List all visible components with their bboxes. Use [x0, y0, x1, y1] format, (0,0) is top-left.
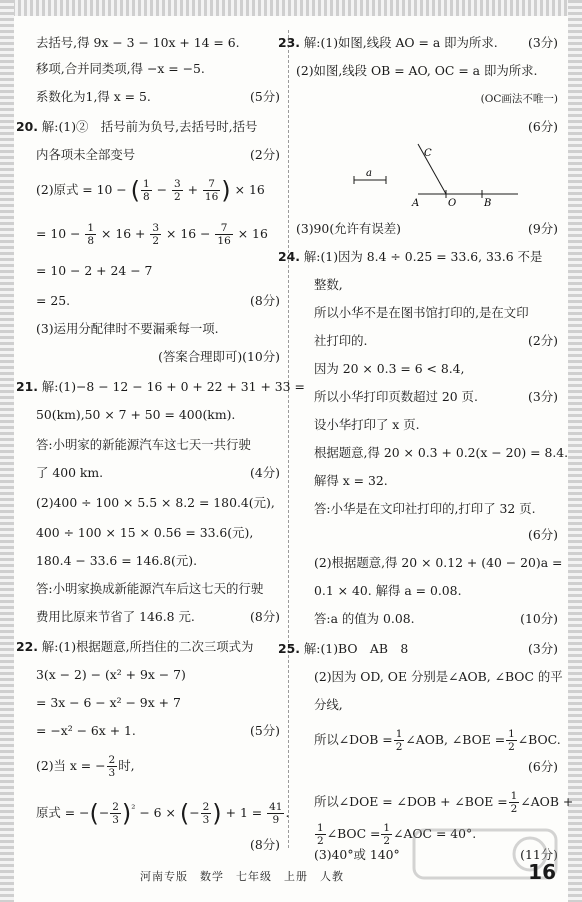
fraction	[506, 728, 517, 753]
text-line: 答:小华是在文印社打印的,打印了 32 页.	[314, 501, 536, 516]
text: 内各项未全部变号	[36, 147, 136, 162]
question-number: 20.	[16, 119, 38, 134]
text-line: 分线,	[314, 697, 343, 712]
score-label: (3分)	[528, 641, 558, 656]
text: .	[285, 805, 290, 821]
numerator: 1	[87, 222, 95, 234]
fraction	[267, 801, 284, 826]
fraction	[315, 822, 326, 847]
text: (3)40°或 140°	[314, 847, 400, 862]
text-line	[314, 332, 558, 350]
text: 社打印的.	[314, 333, 368, 348]
segment-oc	[418, 144, 446, 194]
fraction	[381, 822, 392, 847]
text: ∠AOC = 40°.	[393, 826, 477, 841]
score-label: (5分)	[250, 723, 280, 738]
math-line	[314, 790, 574, 815]
numerator: 2	[112, 801, 119, 814]
score-label: (答案合理即可)(10分)	[158, 349, 280, 364]
text: × 16	[237, 226, 268, 241]
fraction	[215, 222, 232, 247]
text-line	[36, 464, 280, 482]
text-line	[296, 220, 558, 238]
numerator: 41	[269, 801, 283, 814]
fraction	[172, 178, 183, 203]
numerator: 2	[202, 801, 210, 814]
text-line: (2)400 ÷ 100 × 5.5 × 8.2 = 180.4(元),	[36, 495, 275, 510]
denominator: 16	[204, 191, 219, 203]
text-line	[36, 722, 280, 740]
question-number: 23.	[278, 35, 300, 50]
question-22	[16, 638, 280, 656]
text-line: 3(x − 2) − (x² + 9x − 7)	[36, 667, 186, 682]
question-number: 24.	[278, 249, 300, 264]
text-line: 因为 20 × 0.3 = 6 < 8.4,	[314, 361, 465, 376]
text-line: = 10 − 2 + 24 − 7	[36, 263, 153, 278]
fraction	[141, 178, 152, 203]
score-label: (9分)	[528, 221, 558, 236]
text: = −x² − 6x + 1.	[36, 723, 136, 738]
score-label: (8分)	[250, 293, 280, 308]
math-line	[314, 728, 561, 753]
math-line	[36, 754, 280, 779]
fraction	[110, 801, 121, 826]
text: ∠AOB, ∠BOE =	[405, 732, 506, 747]
page-footer	[0, 860, 582, 890]
denominator: 2	[395, 741, 403, 753]
score-label: (6分)	[528, 119, 558, 134]
score-label: (8分)	[250, 837, 280, 852]
paren: )	[212, 799, 222, 828]
text-line: 400 ÷ 100 × 15 × 0.56 = 33.6(元),	[36, 525, 254, 540]
numerator: 3	[173, 178, 181, 190]
denominator: 2	[173, 191, 181, 203]
text: × 16 −	[166, 226, 211, 241]
fraction	[201, 801, 212, 826]
label-b: B	[484, 198, 492, 209]
text-line: 移项,合并同类项,得 −x = −5.	[36, 61, 205, 76]
paren: )	[221, 176, 231, 205]
denominator: 8	[143, 191, 150, 203]
text: 解:(1)如图,线段 AO = a 即为所求.	[303, 35, 498, 50]
question-20	[16, 118, 280, 136]
denominator: 9	[272, 814, 280, 827]
text-line: (2)根据题意,得 20 × 0.12 + (40 − 20)a =	[314, 555, 563, 570]
text: 解:(1)因为 8.4 ÷ 0.25 = 33.6, 33.6 不是	[303, 249, 543, 264]
text: = 10 −	[36, 226, 81, 241]
numerator: 3	[152, 222, 160, 234]
score-label: (2分)	[528, 333, 558, 348]
text: − 6 ×	[139, 805, 176, 821]
numerator: 1	[143, 178, 150, 190]
question-23	[278, 34, 558, 52]
text-line: = 3x − 6 − x² − 9x + 7	[36, 695, 181, 710]
label-o: O	[448, 198, 457, 209]
text-line: (3)运用分配律时不要漏乘每一项.	[36, 321, 219, 336]
score-label: (8分)	[250, 609, 280, 624]
math-line: (2)原式 = 10 − ( $\frac{1}{8}$ − $\frac{3}{2}$ + $\frac{7}{16}$ ) × 16	[36, 176, 265, 205]
numerator: 1	[508, 728, 515, 740]
text: (2)原式 = 10 −	[36, 182, 127, 197]
text: 解:(1)BO AB 8	[303, 641, 409, 656]
text-line: 去括号,得 9x − 3 − 10x + 14 = 6.	[36, 35, 240, 50]
text: 答:a 的值为 0.08.	[314, 611, 415, 626]
fraction	[394, 728, 405, 753]
text-line: 设小华打印了 x 页.	[314, 417, 420, 432]
page-number: 16	[528, 860, 556, 884]
score-label: (6分)	[528, 759, 558, 774]
text-line: 根据题意,得 20 × 0.3 + 0.2(x − 20) = 8.4.	[314, 445, 569, 460]
fraction	[107, 754, 118, 779]
denominator: 2	[383, 835, 391, 847]
text: × 16	[234, 182, 265, 197]
text-line: 整数,	[314, 277, 343, 292]
denominator: 16	[217, 235, 231, 247]
question-number: 21.	[16, 379, 38, 394]
left-column	[16, 0, 305, 902]
question-25	[278, 640, 558, 658]
text: 系数化为1,得 x = 5.	[36, 89, 151, 104]
numerator: 2	[108, 754, 116, 766]
denominator: 2	[152, 235, 160, 247]
label-c: C	[424, 148, 432, 159]
fraction	[509, 790, 520, 815]
paren: (	[130, 176, 141, 205]
text-line	[36, 608, 280, 626]
text-line: (2)因为 OD, OE 分别是∠AOB, ∠BOC 的平	[314, 669, 563, 684]
score-label: (11分)	[520, 847, 558, 862]
score-label: (10分)	[520, 611, 558, 626]
numerator: 1	[317, 822, 324, 834]
score-label: (6分)	[528, 527, 558, 542]
text: 解:(1)② 括号前为负号,去括号时,括号	[41, 119, 258, 134]
text-line: 180.4 − 33.6 = 146.8(元).	[36, 553, 198, 568]
paren: )	[121, 799, 132, 828]
text-line	[36, 146, 280, 164]
question-24	[278, 248, 558, 266]
text: (3)90(允许有误差)	[296, 221, 401, 236]
note: (OC画法不唯一)	[480, 93, 558, 105]
text: 费用比原来节省了 146.8 元.	[36, 609, 195, 624]
text: + 1 =	[225, 805, 263, 821]
text: × 16 +	[101, 226, 146, 241]
text: ∠BOC =	[326, 826, 381, 841]
denominator: 8	[87, 235, 95, 247]
text: 所以小华打印页数超过 20 页.	[314, 389, 478, 404]
math-line: 原式 = −(− $\frac{2}{3}$ )$^{^2}$ − 6 × (− $\frac{2}{3}$ ) + 1 = $\frac{41}{9}$ .	[36, 799, 290, 828]
question-21	[16, 378, 305, 396]
numerator: 7	[215, 222, 232, 235]
text: 解:(1)−8 − 12 − 16 + 0 + 22 + 31 + 33 =	[41, 379, 305, 394]
paren: (	[89, 799, 99, 828]
text-line: 答:小明家的新能源汽车这七天一共行驶	[36, 437, 251, 452]
denominator: 3	[108, 767, 116, 779]
text-line: 所以小华不是在图书馆打印的,是在文印	[314, 305, 529, 320]
question-number: 22.	[16, 639, 38, 654]
footer-text: 河南专版 数学 七年级 上册 人教	[140, 870, 344, 883]
left-border	[0, 0, 14, 902]
denominator: 2	[508, 741, 515, 753]
right-column	[278, 0, 574, 902]
score-label: (2分)	[250, 147, 280, 162]
text-line: 答:小明家换成新能源汽车后这七天的行驶	[36, 581, 264, 596]
score-label: (5分)	[250, 89, 280, 104]
label-a: a	[366, 168, 372, 179]
denominator: 3	[202, 814, 210, 827]
text-line	[36, 292, 280, 310]
text-line	[36, 88, 280, 106]
score-label: (4分)	[250, 465, 280, 480]
text-line: (2)如图,线段 OB = AO, OC = a 即为所求.	[296, 63, 538, 78]
text-line: 解得 x = 32.	[314, 473, 388, 488]
denominator: 3	[112, 814, 119, 827]
numerator: 1	[383, 822, 391, 834]
question-number: 25.	[278, 641, 300, 656]
text: 所以∠DOE = ∠DOB + ∠BOE =	[314, 794, 508, 809]
fraction	[150, 222, 161, 247]
text: ∠BOC.	[517, 732, 561, 747]
column-divider	[288, 30, 289, 848]
text: 时,	[118, 758, 135, 773]
geometry-figure	[346, 136, 526, 212]
label-a-point: A	[412, 198, 420, 209]
numerator: 7	[203, 178, 220, 191]
text: 所以∠DOB =	[314, 732, 393, 747]
paren: (	[179, 799, 190, 828]
text-line: 0.1 × 40. 解得 a = 0.08.	[314, 583, 462, 598]
denominator: 2	[510, 803, 518, 815]
text: ∠AOB +	[520, 794, 574, 809]
fraction	[85, 222, 96, 247]
text-line: 50(km),50 × 7 + 50 = 400(km).	[36, 407, 236, 422]
numerator: 1	[395, 728, 403, 740]
text: 原式 = −	[36, 805, 90, 821]
text: = 25.	[36, 293, 71, 308]
text-line	[314, 610, 558, 628]
exponent: ²	[131, 803, 136, 815]
numerator: 1	[510, 790, 518, 802]
text: (2)当 x = −	[36, 758, 106, 773]
text: 解:(1)根据题意,所挡住的二次三项式为	[41, 639, 254, 654]
denominator: 2	[317, 835, 324, 847]
text-line	[314, 388, 558, 406]
score-label: (3分)	[528, 35, 558, 50]
text: 了 400 km.	[36, 465, 104, 480]
fraction	[203, 178, 220, 203]
right-border	[568, 0, 582, 902]
math-line	[36, 222, 280, 247]
score-label: (3分)	[528, 389, 558, 404]
